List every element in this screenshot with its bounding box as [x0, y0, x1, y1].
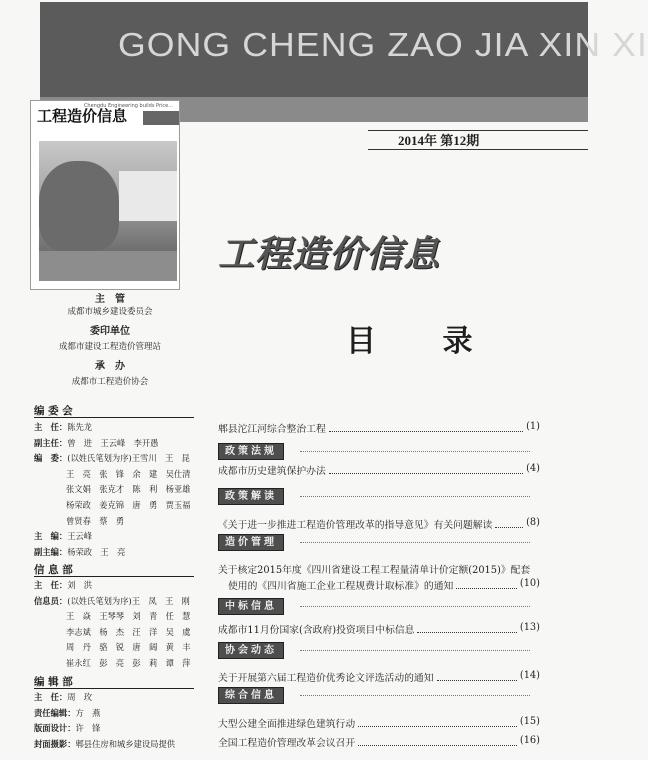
toc-entry[interactable] [218, 716, 540, 730]
staff-role: 副主编： [34, 546, 68, 557]
leader-dots [358, 716, 517, 727]
staff-role: 信息员： [34, 595, 68, 606]
toc-entry[interactable] [218, 463, 540, 477]
supervisor-label: 主 管 [95, 294, 125, 305]
toc-entry-title: 全国工程造价管理改革会议召开 [218, 738, 356, 749]
cover-photo [39, 141, 177, 281]
toc-entry-page: (4) [526, 463, 540, 474]
staff-role: 主 编： [34, 531, 68, 542]
staff-names: 杨荣政 姜克锦 唐 勇 贾玉福 [66, 500, 191, 510]
staff-names: (以姓氏笔划为序)王雪川 王 昆 [67, 453, 190, 464]
staff-names: 崔永红 彭 亮 彭 莉 谭 萍 [66, 658, 191, 668]
staff-names: 张文娟 张克才 陈 利 杨亚雄 [66, 484, 191, 495]
cover-thumbnail [30, 100, 180, 290]
tree-shape [39, 161, 119, 251]
toc-entry-title: 郫县沱江河综合整治工程 [218, 424, 326, 435]
section-rule [300, 695, 530, 696]
toc-entry-title: 成都市历史建筑保护办法 [218, 466, 326, 477]
commission-name: 成都市建设工程造价管理站 [58, 342, 161, 352]
toc-entry-page: (13) [519, 622, 540, 633]
water-shape [39, 251, 177, 281]
toc-entry-page: (1) [526, 421, 540, 432]
staff-names: 曾 进 王云峰 李开愚 [67, 437, 159, 448]
staff-line [34, 595, 190, 607]
staff-names: 李志斌 杨 杰 汪 洋 吴 虞 [66, 626, 191, 637]
staff-names: 王云峰 [67, 531, 93, 542]
toc-entry[interactable] [228, 578, 540, 592]
staff-names: 郫县住房和城乡建设局提供 [75, 738, 176, 749]
staff-role: 编 委： [34, 453, 68, 464]
banner-pinyin: GONG CHENG ZAO JIA XIN XI [118, 26, 648, 63]
staff-names: 王 焱 王琴琴 刘 青 任 慧 [66, 611, 191, 622]
leader-dots [358, 735, 517, 746]
staff-line [34, 738, 175, 750]
staff-names: 杨荣政 王 亮 [67, 546, 126, 557]
staff-line [66, 626, 190, 638]
staff-line [66, 499, 190, 511]
toc-entry[interactable] [218, 735, 540, 749]
cover-subtitle: Chengdu Engineering builds Price... [83, 103, 173, 109]
staff-line [66, 610, 190, 622]
toc-entry-page: (15) [519, 716, 540, 727]
toc-entry-title: 关于核定2015年度《四川省建设工程工程量清单计价定额(2015)》配套 [218, 565, 531, 576]
section-rule [300, 542, 530, 543]
staff-line [66, 515, 124, 527]
supervisor-name: 成都市城乡建设委员会 [67, 307, 153, 317]
staff-line [34, 546, 125, 558]
toc-section-label[interactable]: 造价管理 [218, 534, 284, 551]
toc-entry-title: 成都市11月份国家(含政府)投资项目中标信息 [218, 625, 415, 636]
toc-entry[interactable] [218, 517, 540, 531]
staff-line [34, 437, 158, 449]
staff-names: 王 亮 张 锋 余 建 吴仕清 [66, 468, 191, 479]
staff-line [66, 468, 190, 480]
host-label: 承 办 [95, 361, 125, 372]
staff-names: 刘 洪 [67, 580, 93, 590]
staff-role: 主 任： [34, 422, 68, 432]
magazine-title: 工程造价信息 [218, 234, 441, 275]
toc-entry-title: 大型公建全面推进绿色建筑行动 [218, 719, 356, 730]
cover-title: 工程造价信息 [37, 107, 128, 125]
section-rule [300, 606, 530, 607]
toc-entry-top[interactable] [218, 421, 540, 435]
section-rule [300, 496, 530, 497]
staff-names: 周 玫 [67, 692, 93, 702]
commission-label: 委印单位 [90, 326, 130, 337]
toc-entry[interactable] [218, 622, 540, 636]
toc-entry-title: 使用的《四川省施工企业工程规费计取标准》的通知 [228, 581, 454, 592]
leader-dots [329, 463, 523, 474]
building-shape [119, 171, 177, 221]
staff-names: 周 丹 骆 锐 唐 阔 黄 丰 [66, 642, 191, 653]
staff-role: 封面摄影： [34, 738, 76, 749]
section-rule [300, 451, 530, 452]
contents-heading: 目 录 [346, 324, 501, 359]
toc-section-label[interactable]: 政策解读 [218, 488, 284, 505]
staff-line [34, 722, 100, 734]
host-name: 成都市工程造价协会 [71, 377, 149, 387]
toc-entry-title: 《关于进一步推进工程造价管理改革的指导意见》有关问题解读 [218, 520, 493, 531]
edit-dept-heading: 编 辑 部 [34, 676, 73, 688]
staff-names: 陈先龙 [67, 422, 93, 432]
staff-names: 曾贤春 蔡 勇 [66, 515, 125, 526]
issue-number: 2014年 第12期 [398, 133, 480, 148]
staff-line [34, 707, 100, 719]
info-dept-heading: 信 息 部 [34, 564, 73, 576]
staff-role: 版面设计： [34, 723, 76, 733]
committee-heading: 编 委 会 [34, 405, 73, 417]
staff-names: (以姓氏笔划为序)王 凤 王 刚 [67, 595, 190, 606]
toc-entry-title: 关于开展第六届工程造价优秀论文评选活动的通知 [218, 673, 434, 684]
section-rule [300, 650, 530, 651]
staff-line [34, 452, 190, 464]
toc-section-label[interactable]: 政策法规 [218, 443, 284, 460]
leader-dots [417, 622, 516, 633]
staff-line [34, 579, 92, 591]
staff-line [66, 483, 190, 495]
leader-dots [495, 517, 523, 528]
staff-line [34, 530, 92, 542]
toc-section-label[interactable]: 综合信息 [218, 687, 284, 704]
toc-section-label[interactable]: 中标信息 [218, 598, 284, 615]
cover-strip [143, 111, 179, 125]
staff-line [66, 641, 190, 653]
toc-entry[interactable] [218, 670, 540, 684]
leader-dots [329, 421, 523, 432]
leader-dots [437, 670, 517, 681]
toc-entry-page: (8) [526, 517, 540, 528]
leader-dots [456, 578, 517, 589]
staff-role: 副主任： [34, 437, 68, 448]
toc-entry-page: (10) [519, 578, 540, 589]
staff-line [34, 421, 92, 433]
staff-line [34, 691, 92, 703]
toc-section-label[interactable]: 协会动态 [218, 642, 284, 659]
staff-role: 责任编辑： [34, 707, 76, 718]
toc-entry[interactable] [218, 562, 540, 576]
staff-names: 许 锋 [75, 723, 101, 733]
staff-role: 主 任： [34, 692, 68, 702]
staff-names: 方 燕 [75, 707, 101, 718]
toc-entry-page: (16) [519, 735, 540, 746]
staff-line [66, 657, 190, 669]
toc-entry-page: (14) [519, 670, 540, 681]
staff-role: 主 任： [34, 580, 68, 590]
